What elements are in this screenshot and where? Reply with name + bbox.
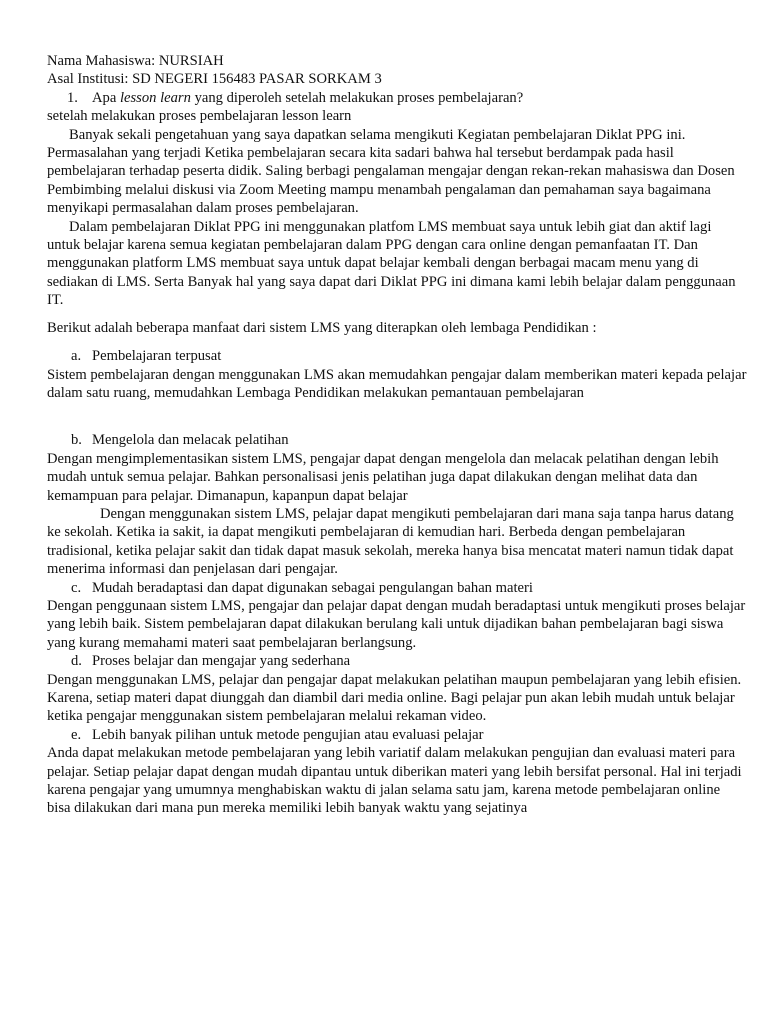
question-prefix: Apa bbox=[92, 89, 120, 106]
benefits-intro: Berikut adalah beberapa manfaat dari sistem LMS yang diterapkan oleh lembaga Pendidikan : bbox=[47, 319, 597, 336]
institution-line: Asal Institusi: SD NEGERI 156483 PASAR SORKAM 3 bbox=[47, 71, 382, 88]
question-italic-term: lesson learn bbox=[119, 89, 191, 106]
item-c-title-text: Mudah beradaptasi dan dapat digunakan sebagai pengulangan bahan materi bbox=[92, 579, 533, 596]
question-1 bbox=[47, 89, 747, 107]
item-a-body: Sistem pembelajaran dengan menggunakan LMS akan memudahkan pengajar dalam memberikan materi kepada pelajar dalam satu ruang, memudahkan Lembaga Pendidikan melakukan pemantauan pembelajaran bbox=[47, 366, 747, 401]
item-c-letter: c. bbox=[71, 579, 82, 596]
item-d-title bbox=[47, 652, 747, 670]
item-e-body: Anda dapat melakukan metode pembelajaran yang lebih variatif dalam melakukan pengujian dan evaluasi materi para pelajar. Setiap pelajar dapat dengan mudah dipantau untuk diberikan materi yang lebih bersifat personal. Hal ini terjadi karena pengajar yang umumnya menghabiskan waktu di jalan selama satu jam, karena metode pembelajaran online bisa dilakukan dari mana pun mereka memiliki lebih banyak waktu yang sejatinya bbox=[47, 745, 742, 817]
question-number: 1. bbox=[67, 89, 78, 106]
item-b-extra: Dengan menggunakan sistem LMS, pelajar dapat mengikuti pembelajaran dari mana saja tanpa harus datang ke sekolah. Ketika ia sakit, ia dapat mengikuti pembelajaran di kemudian hari. Berbeda dengan pembelajaran tradisional, ketika pelajar sakit dan tidak dapat masuk sekolah, mereka hanya bisa mencatat materi namun tidak dapat menerima informasi dan penjelasan dari pengajar. bbox=[47, 505, 734, 578]
item-e-letter: e. bbox=[71, 726, 82, 743]
item-b-letter: b. bbox=[71, 432, 82, 449]
paragraph-1: Banyak sekali pengetahuan yang saya dapatkan selama mengikuti Kegiatan pembelajaran Diklat PPG ini. Permasalahan yang terjadi Ketika pembelajaran secara kita sadari bahwa hal tersebut berdampak pada hasil pembelajaran terhadap peserta didik. Saling berbagi pengalaman mengajar dengan rekan-rekan mahasiswa dan Dosen Pembimbing melalui diskusi via Zoom Meeting mampu menambah pengalaman dan pemahaman saya bagaimana menyikapi permasalahan dalam proses pembelajaran. bbox=[47, 126, 735, 217]
item-c-body: Dengan penggunaan sistem LMS, pengajar dan pelajar dapat dengan mudah beradaptasi untuk mengikuti proses belajar yang lebih baik. Sistem pembelajaran dapat dilakukan berulang kali untuk dijadikan bahan pembelajaran bagi siswa yang kurang memahami materi saat pembelajaran berlangsung. bbox=[47, 597, 746, 651]
item-a-letter: a. bbox=[71, 348, 82, 365]
document-page bbox=[47, 52, 747, 818]
blank-gap bbox=[47, 402, 747, 431]
item-d-title-text: Proses belajar dan mengajar yang sederhana bbox=[92, 653, 351, 670]
paragraph-2: Dalam pembelajaran Diklat PPG ini menggunakan platfom LMS membuat saya untuk lebih giat dan aktif lagi untuk belajar karena semua kegiatan pembelajaran dalam PPG dengan cara online dengan pemanfaatan IT. Dan menggunakan platform LMS membuat saya untuk dapat belajar kembali dengan berbagai macam menu yang di sediakan di LMS. Serta Banyak hal yang saya dapat dari Diklat PPG ini dimana kami lebih belajar dalam penggunaan IT. bbox=[47, 218, 736, 309]
item-b-body: Dengan mengimplementasikan sistem LMS, pengajar dapat dengan mengelola dan melacak pelatihan dengan lebih mudah untuk semua pelajar. Bahkan personalisasi jenis pelatihan juga dapat dilakukan dengan melihat data dan kemampuan para pelajar. Dimanapun, kapanpun dapat belajar bbox=[47, 450, 719, 504]
item-d-body: Dengan menggunakan LMS, pelajar dan pengajar dapat melakukan pelatihan maupun pembelajaran yang lebih efisien. Karena, setiap materi dapat diunggah dan diambil dari media online. Bagi pelajar pun akan lebih mudah untuk belajar ketika pengajar menggunakan sistem pembelajaran melalui rekaman video. bbox=[47, 671, 742, 725]
item-e-title bbox=[47, 726, 747, 744]
item-b-title bbox=[47, 431, 747, 449]
item-e-title-text: Lebih banyak pilihan untuk metode pengujian atau evaluasi pelajar bbox=[92, 726, 484, 743]
item-d-letter: d. bbox=[71, 653, 82, 670]
item-a-title-text: Pembelajaran terpusat bbox=[92, 348, 222, 365]
student-name-line: Nama Mahasiswa: NURSIAH bbox=[47, 53, 224, 69]
item-a-title bbox=[47, 347, 747, 365]
answer-intro: setelah melakukan proses pembelajaran lesson learn bbox=[47, 108, 352, 125]
item-c-title bbox=[47, 579, 747, 597]
question-suffix: yang diperoleh setelah melakukan proses pembelajaran? bbox=[190, 89, 524, 106]
item-b-title-text: Mengelola dan melacak pelatihan bbox=[92, 432, 289, 449]
